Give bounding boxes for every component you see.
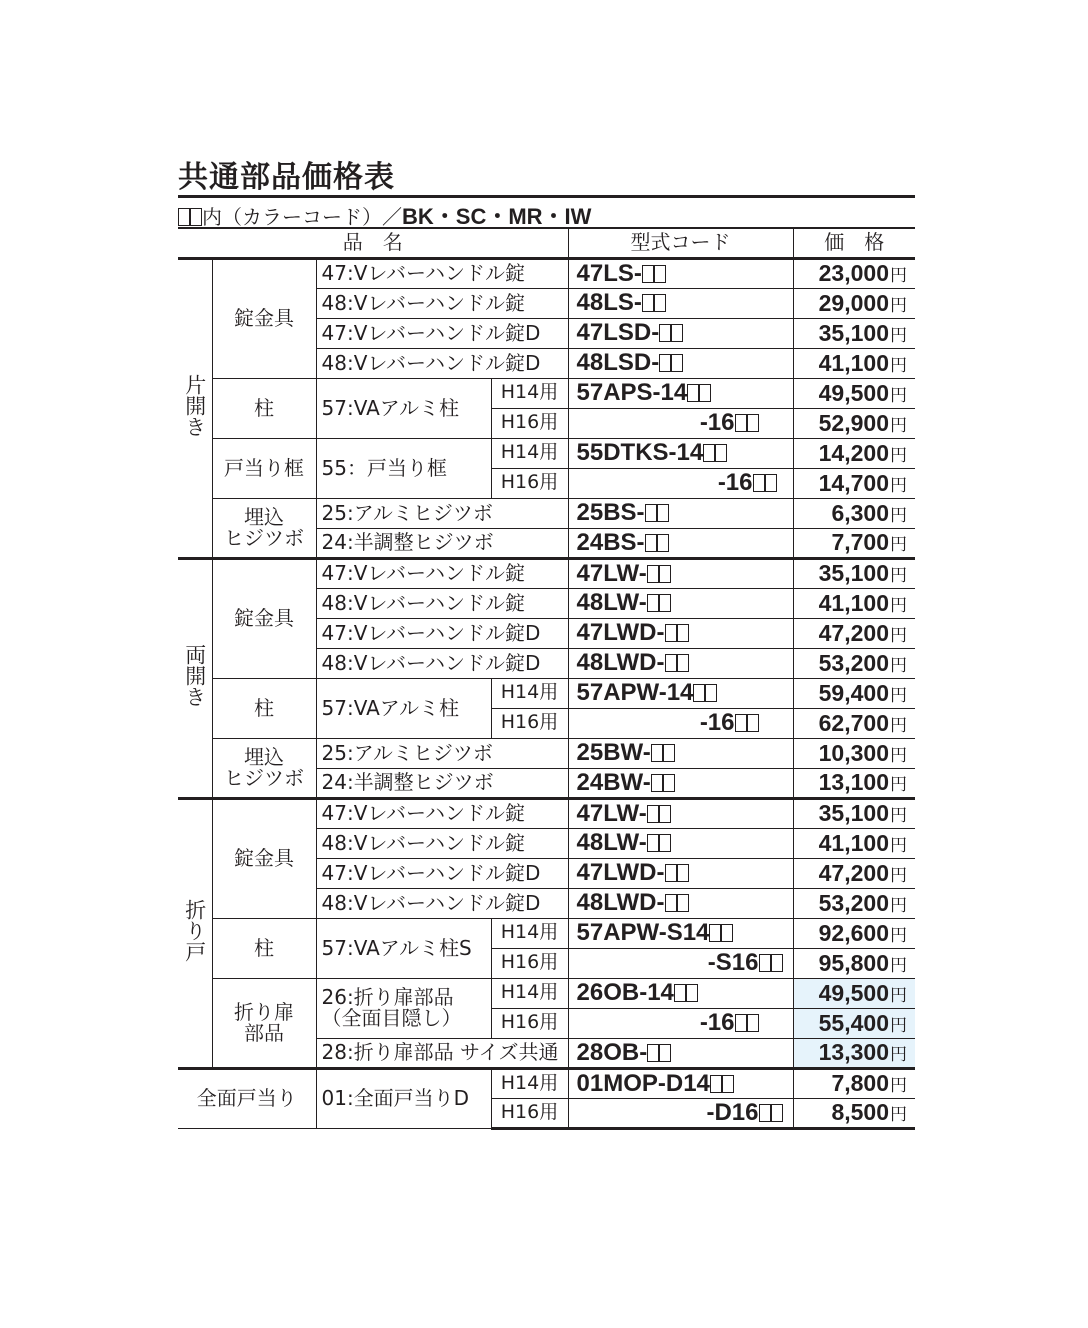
color-code-list: BK・SC・MR・IW [402,204,592,229]
price-value: 49,500 [818,379,889,406]
table-row [178,1068,915,1098]
model-code-text: -16 [699,709,735,737]
yen-unit: 円 [890,445,907,466]
header-code: 型式コード [568,228,793,258]
model-code [568,648,793,678]
price-cell [793,498,915,528]
table-row [178,258,915,288]
part-name: 25:アルミヒジツボ [316,738,568,768]
price-cell [793,708,915,738]
sub-lock: 錠金具 [212,798,316,918]
color-box-icon [765,474,777,492]
price-cell [793,858,915,888]
color-box-icon [178,208,190,226]
color-box-icon [190,208,202,226]
model-code-text: 48LWD- [576,649,665,677]
model-code [568,768,793,798]
model-code [568,468,793,498]
color-box-icon [665,864,677,882]
color-box-icon [710,1075,722,1093]
yen-unit: 円 [890,385,907,406]
part-name: 57:VAアルミ柱 [316,678,491,738]
color-box-icon [677,894,689,912]
table-row [178,978,915,1008]
part-name: 48:Vレバーハンドル錠 [316,588,568,618]
color-box-icon [735,714,747,732]
part-name: 25:アルミヒジツボ [316,498,568,528]
sub-pillar: 柱 [212,918,316,978]
price-cell [793,948,915,978]
color-box-icon [659,324,671,342]
model-code-text: 01MOP-D14 [576,1069,710,1097]
yen-unit: 円 [890,715,907,736]
part-name: 47:Vレバーハンドル錠 [316,798,568,828]
price-cell [793,378,915,408]
part-name: 28:折り扉部品 サイズ共通 [316,1038,568,1068]
model-code [568,438,793,468]
group-kata-label: 片開き [182,374,207,438]
model-code [568,978,793,1008]
color-box-icon [659,594,671,612]
model-code [568,1098,793,1128]
model-code [568,618,793,648]
color-box-icon [647,594,659,612]
part-name: 55：戸当り框 [316,438,491,498]
color-box-icon [654,265,666,283]
yen-unit: 円 [890,745,907,766]
sub-lock: 錠金具 [212,258,316,378]
table-header-row [178,228,915,258]
model-code [568,798,793,828]
color-box-icon [659,354,671,372]
price-value: 41,100 [818,829,889,856]
yen-unit: 円 [890,625,907,646]
part-name: 47:Vレバーハンドル錠D [316,318,568,348]
color-box-icon [645,504,657,522]
color-box-icon [699,384,711,402]
model-code-text: 28OB- [576,1038,648,1066]
model-code [568,588,793,618]
table-row [178,498,915,528]
model-code [568,1068,793,1098]
model-code [568,498,793,528]
color-box-icon [703,444,715,462]
price-cell [793,618,915,648]
yen-unit: 円 [890,1076,907,1097]
color-box-icon [657,504,669,522]
yen-unit: 円 [890,835,907,856]
sub-pillar: 柱 [212,378,316,438]
model-code [568,918,793,948]
color-box-icon [642,294,654,312]
color-box-icon [687,384,699,402]
color-box-icon [665,894,677,912]
model-code-text: -16 [699,409,735,437]
color-box-icon [747,714,759,732]
price-cell [793,738,915,768]
sub-hinge-line1: 埋込 [244,744,284,769]
color-box-icon [647,1044,659,1062]
price-value: 7,800 [831,1070,889,1097]
group-ryo [178,558,212,798]
price-value: 47,200 [818,619,889,646]
model-code-text: 24BS- [576,528,645,556]
color-box-icon [715,444,727,462]
sub-fold-line1: 折り扉 [234,999,294,1024]
price-cell [793,1068,915,1098]
yen-unit: 円 [890,295,907,316]
sub-hinge [212,738,316,798]
sub-hinge-line2: ヒジツボ [224,525,304,550]
part-name: 48:Vレバーハンドル錠 [316,828,568,858]
model-code [568,828,793,858]
table-row [178,558,915,588]
price-value: 53,200 [818,889,889,916]
color-box-icon [663,774,675,792]
color-box-icon [721,924,733,942]
price-value: 52,900 [818,409,889,436]
table-row [178,798,915,828]
model-code [568,1008,793,1038]
price-cell [793,978,915,1008]
part-name: 47:Vレバーハンドル錠 [316,558,568,588]
price-value: 53,200 [818,649,889,676]
price-cell [793,1008,915,1038]
color-box-icon [663,744,675,762]
color-box-icon [677,864,689,882]
yen-unit: 円 [890,1045,907,1066]
size-label: H14用 [491,438,568,468]
yen-unit: 円 [890,985,907,1006]
price-value: 35,100 [818,319,889,346]
price-cell [793,348,915,378]
color-box-icon [735,414,747,432]
price-cell [793,1098,915,1128]
yen-unit: 円 [890,775,907,796]
price-value: 8,500 [831,1099,889,1126]
price-value: 7,700 [831,529,889,556]
color-box-icon [659,565,671,583]
model-code-text: 47LS- [576,259,642,287]
model-code [568,1038,793,1068]
size-label: H16用 [491,948,568,978]
price-cell [793,408,915,438]
color-box-icon [771,1104,783,1122]
price-cell [793,918,915,948]
model-code-text: 47LWD- [576,619,665,647]
sub-pillar: 柱 [212,678,316,738]
table-row [178,378,915,408]
group-zenmen: 全面戸当り [178,1068,316,1128]
price-cell [793,798,915,828]
model-code-text: 24BW- [576,768,651,796]
color-box-icon [753,474,765,492]
part-name: 48:Vレバーハンドル錠 [316,288,568,318]
color-box-icon [665,624,677,642]
price-cell [793,258,915,288]
yen-unit: 円 [890,655,907,676]
color-box-icon [657,534,669,552]
model-code-text: 47LW- [576,559,647,587]
price-value: 10,300 [818,739,889,766]
table-row [178,738,915,768]
model-code-text: 47LWD- [576,859,665,887]
model-code-text: -16 [717,469,753,497]
price-value: 14,700 [818,469,889,496]
price-value: 29,000 [818,289,889,316]
price-value: 13,100 [818,769,889,796]
yen-unit: 円 [890,475,907,496]
sub-hinge-line1: 埋込 [244,504,284,529]
model-code [568,678,793,708]
model-code [568,528,793,558]
group-ryo-label: 両開き [182,644,207,708]
group-ori-label: 折り戸 [182,899,207,963]
group-kata [178,258,212,558]
yen-unit: 円 [890,1105,907,1126]
yen-unit: 円 [890,955,907,976]
price-value: 92,600 [818,919,889,946]
yen-unit: 円 [890,266,907,287]
part-name: 48:Vレバーハンドル錠D [316,348,568,378]
price-cell [793,528,915,558]
color-box-icon [671,354,683,372]
price-table [178,227,915,1130]
model-code-text: 48LS- [576,289,642,317]
part-name: 48:Vレバーハンドル錠D [316,888,568,918]
color-box-icon [677,654,689,672]
part-name: 24:半調整ヒジツボ [316,768,568,798]
part-name: 01:全面戸当りD [316,1068,491,1128]
sub-door-frame: 戸当り框 [212,438,316,498]
price-value: 49,500 [818,979,889,1006]
yen-unit: 円 [890,535,907,556]
yen-unit: 円 [890,685,907,706]
price-value: 47,200 [818,859,889,886]
color-box-icon [651,774,663,792]
model-code-text: 48LWD- [576,889,665,917]
size-label: H14用 [491,378,568,408]
yen-unit: 円 [890,1015,907,1036]
model-code-text: 48LW- [576,829,647,857]
model-code-text: 48LSD- [576,349,660,377]
color-box-icon [654,294,666,312]
color-box-icon [771,954,783,972]
model-code [568,708,793,738]
size-label: H14用 [491,918,568,948]
price-cell [793,888,915,918]
model-code [568,948,793,978]
color-box-icon [659,1044,671,1062]
price-value: 13,300 [818,1039,889,1066]
price-cell [793,828,915,858]
page-title: 共通部品価格表 [178,160,395,195]
color-box-icon [677,624,689,642]
model-code [568,378,793,408]
yen-unit: 円 [890,325,907,346]
sub-fold-parts [212,978,316,1068]
price-value: 23,000 [818,260,889,287]
part-name: 57:VAアルミ柱 [316,378,491,438]
model-code [568,348,793,378]
model-code [568,888,793,918]
size-label: H14用 [491,978,568,1008]
model-code [568,738,793,768]
color-box-icon [709,924,721,942]
color-box-icon [665,654,677,672]
color-box-icon [759,1104,771,1122]
model-code-text: 26OB-14 [576,979,674,1007]
model-code [568,408,793,438]
part-name: 24:半調整ヒジツボ [316,528,568,558]
yen-unit: 円 [890,806,907,827]
model-code-text: 25BW- [576,739,651,767]
yen-unit: 円 [890,865,907,886]
model-code [568,258,793,288]
price-value: 41,100 [818,349,889,376]
model-code-text: 55DTKS-14 [576,439,704,467]
group-ori [178,798,212,1068]
part-name-line1: 26:折り扉部品 [321,985,454,1009]
size-label: H16用 [491,1008,568,1038]
color-box-icon [759,954,771,972]
color-code-prefix: 内（カラーコード）／ [202,205,402,229]
part-name: 57:VAアルミ柱S [316,918,491,978]
size-label: H14用 [491,1068,568,1098]
color-box-icon [647,834,659,852]
color-box-icon [659,805,671,823]
price-value: 95,800 [818,949,889,976]
header-price: 価 格 [793,228,915,258]
color-box-icon [645,534,657,552]
price-cell [793,318,915,348]
color-box-icon [651,744,663,762]
part-name-line2: （全面目隠し） [321,1006,462,1030]
table-row [178,918,915,948]
model-code-text: -16 [699,1009,735,1037]
model-code-text: 47LSD- [576,319,660,347]
price-cell [793,438,915,468]
model-code-text: 57APW-S14 [576,919,710,947]
size-label: H16用 [491,1098,568,1128]
price-value: 6,300 [831,499,889,526]
part-name [316,978,491,1038]
color-box-icon [686,984,698,1002]
size-label: H16用 [491,408,568,438]
price-cell [793,288,915,318]
model-code-text: 57APW-14 [576,679,694,707]
sub-hinge [212,498,316,558]
yen-unit: 円 [890,925,907,946]
model-code [568,858,793,888]
sub-lock: 錠金具 [212,558,316,678]
color-box-icon [693,684,705,702]
price-value: 41,100 [818,589,889,616]
color-box-icon [642,265,654,283]
table-row [178,438,915,468]
yen-unit: 円 [890,566,907,587]
part-name: 47:Vレバーハンドル錠 [316,258,568,288]
price-cell [793,558,915,588]
color-box-icon [671,324,683,342]
part-name: 48:Vレバーハンドル錠D [316,648,568,678]
table-row [178,678,915,708]
size-label: H14用 [491,678,568,708]
price-value: 35,100 [818,800,889,827]
price-value: 62,700 [818,709,889,736]
size-label: H16用 [491,708,568,738]
model-code-text: -S16 [707,949,759,977]
model-code-text: 48LW- [576,589,647,617]
price-cell [793,468,915,498]
price-cell [793,588,915,618]
color-box-icon [705,684,717,702]
price-cell [793,1038,915,1068]
part-name: 47:Vレバーハンドル錠D [316,618,568,648]
color-box-icon [647,565,659,583]
sub-fold-line2: 部品 [244,1020,284,1045]
yen-unit: 円 [890,595,907,616]
model-code-text: 47LW- [576,799,647,827]
title-rule [178,195,915,198]
yen-unit: 円 [890,895,907,916]
color-box-icon [747,1014,759,1032]
model-code-text: 25BS- [576,499,645,527]
model-code [568,318,793,348]
sub-hinge-line2: ヒジツボ [224,765,304,790]
price-value: 14,200 [818,439,889,466]
color-box-icon [747,414,759,432]
color-box-icon [647,805,659,823]
model-code [568,288,793,318]
price-value: 59,400 [818,679,889,706]
color-box-icon [674,984,686,1002]
size-label: H16用 [491,468,568,498]
color-box-icon [735,1014,747,1032]
yen-unit: 円 [890,355,907,376]
yen-unit: 円 [890,415,907,436]
price-value: 35,100 [818,560,889,587]
price-cell [793,648,915,678]
model-code [568,558,793,588]
model-code-text: 57APS-14 [576,379,688,407]
model-code-text: -D16 [706,1098,759,1126]
color-box-icon [659,834,671,852]
color-box-icon [722,1075,734,1093]
part-name: 47:Vレバーハンドル錠D [316,858,568,888]
yen-unit: 円 [890,505,907,526]
price-value: 55,400 [818,1009,889,1036]
header-name: 品 名 [178,228,568,258]
price-cell [793,768,915,798]
price-cell [793,678,915,708]
